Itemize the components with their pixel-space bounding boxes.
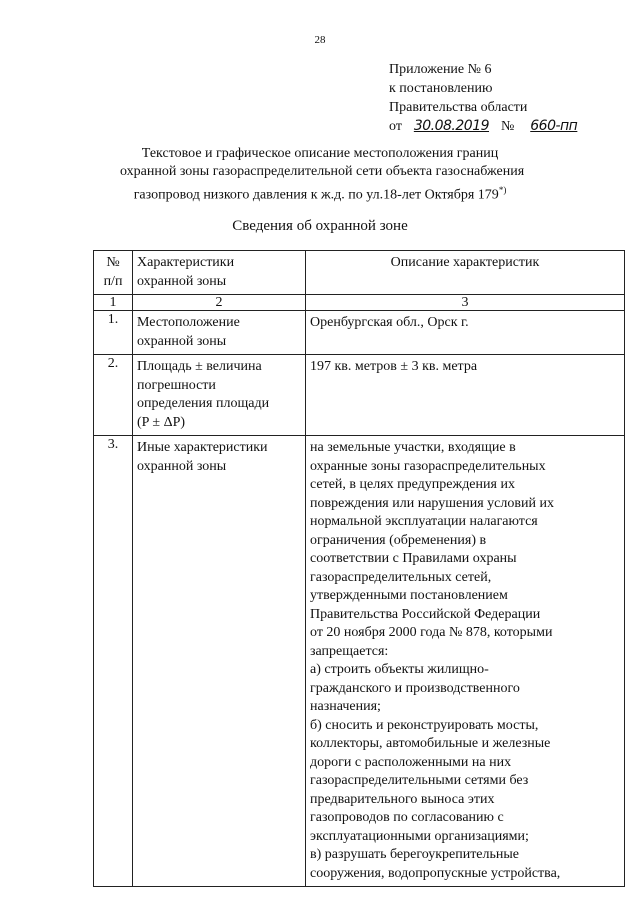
number-label: № xyxy=(500,119,515,134)
row-name-line: погрешности xyxy=(137,377,216,393)
index-cell: 3 xyxy=(306,295,625,311)
row-name-line: определения площади xyxy=(137,396,270,411)
row-description-line: Оренбургская обл., Орск г. xyxy=(310,315,469,330)
appendix-block xyxy=(389,60,590,136)
row-name-line: (P ± ΔP) xyxy=(137,414,186,430)
row-number: 2. xyxy=(94,355,133,436)
title-line-1: Текстовое и графическое описание местоположения границ xyxy=(141,146,499,161)
row-description-line: 197 кв. метров ± 3 кв. метра xyxy=(310,359,478,374)
document-title xyxy=(120,145,525,205)
row-name xyxy=(133,355,306,436)
row-description-line: ограничения (обременения) в xyxy=(310,532,487,548)
row-description-line: а) строить объекты жилищно- xyxy=(310,662,489,677)
header-characteristics-line: охранной зоны xyxy=(137,273,227,289)
row-description-line: сетей, в целях предупреждения их xyxy=(310,477,515,492)
row-name-line: Иные характеристики xyxy=(137,440,268,455)
row-description-line: дороги с расположенными на них xyxy=(310,754,512,770)
row-description-line: соответствии с Правилами охраны xyxy=(310,551,517,566)
row-description-line: нормальной эксплуатации налагаются xyxy=(310,514,538,529)
row-description-line: предварительного выноса этих xyxy=(310,791,495,807)
row-description-line: газораспределительными сетями без xyxy=(310,773,529,788)
row-description xyxy=(306,311,625,355)
row-description-line: охранные зоны газораспределительных xyxy=(310,458,546,474)
row-name-line: охранной зоны xyxy=(137,458,227,474)
header-number xyxy=(94,251,133,295)
row-name xyxy=(133,436,306,887)
header-characteristics xyxy=(133,251,306,295)
row-description-line: повреждения или нарушения условий их xyxy=(310,495,554,511)
row-number: 3. xyxy=(94,436,133,887)
row-name-line: Местоположение xyxy=(137,315,240,330)
table-row xyxy=(94,355,625,436)
row-description xyxy=(306,355,625,436)
header-number-line: п/п xyxy=(103,273,123,289)
row-name-line: Площадь ± величина xyxy=(137,359,262,374)
row-description xyxy=(306,436,625,887)
index-cell: 2 xyxy=(133,295,306,311)
row-description-line: назначения; xyxy=(310,699,381,714)
table-row xyxy=(94,436,625,887)
header-characteristics-line: Характеристики xyxy=(137,255,235,270)
row-description-line: утвержденными постановлением xyxy=(310,588,508,603)
row-description-line: запрещается: xyxy=(310,643,389,659)
row-description-line: б) сносить и реконструировать мосты, xyxy=(310,717,539,733)
table-index-row xyxy=(94,295,625,311)
footnote-mark: *) xyxy=(498,185,507,195)
row-description-line: на земельные участки, входящие в xyxy=(310,440,516,455)
page-number: 28 xyxy=(314,34,326,46)
table-header-row xyxy=(94,251,625,295)
title-line-2: охранной зоны газораспределительной сети объекта газоснабжения xyxy=(120,164,525,179)
row-description-line: гражданского и производственного xyxy=(310,680,520,696)
section-title: Сведения об охранной зоне xyxy=(232,218,408,234)
appendix-line-3: Правительства области xyxy=(389,100,528,115)
table-row xyxy=(94,311,625,355)
appendix-date-line xyxy=(389,117,590,136)
from-label: от xyxy=(389,119,402,134)
row-name xyxy=(133,311,306,355)
row-description-line: Правительства Российской Федерации xyxy=(310,606,541,622)
row-description-line: сооружения, водопропускные устройства, xyxy=(310,865,561,881)
handwritten-date: 30.08.2019 xyxy=(413,118,490,134)
row-description-line: эксплуатационными организациями; xyxy=(310,828,529,844)
title-line-3 xyxy=(120,181,520,205)
appendix-line-2: к постановлению xyxy=(389,81,493,96)
row-description-line: газопроводов по согласованию с xyxy=(310,810,504,825)
row-description-line: газораспределительных сетей, xyxy=(310,569,492,585)
handwritten-number: 660-пп xyxy=(530,118,578,134)
row-description-line: в) разрушать берегоукрепительные xyxy=(310,847,520,862)
header-description: Описание характеристик xyxy=(306,251,625,295)
row-name-line: охранной зоны xyxy=(137,333,227,349)
appendix-title: Приложение № 6 xyxy=(389,62,492,77)
title-line-3-text: газопровод низкого давления к ж.д. по ул.18-лет Октября 179 xyxy=(133,187,499,203)
index-cell: 1 xyxy=(94,295,133,311)
header-number-line: № xyxy=(106,255,120,270)
protection-zone-table xyxy=(93,250,625,887)
row-number: 1. xyxy=(94,311,133,355)
row-description-line: коллекторы, автомобильные и железные xyxy=(310,736,551,751)
row-description-line: от 20 ноября 2000 года № 878, которыми xyxy=(310,625,553,640)
